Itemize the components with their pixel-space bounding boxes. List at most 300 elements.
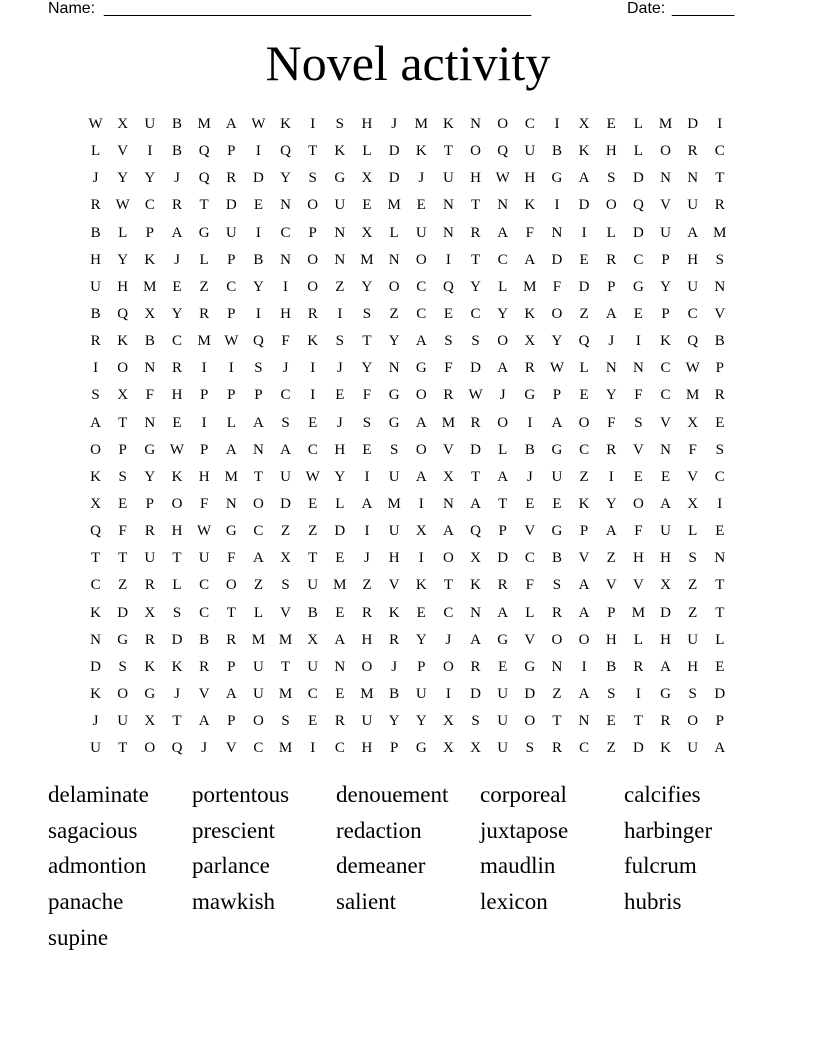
grid-letter: G (144, 686, 156, 703)
grid-letter: L (606, 224, 616, 241)
grid-letter: Q (470, 523, 481, 540)
grid-letter: B (90, 224, 101, 241)
grid-letter: R (171, 360, 182, 377)
grid-letter: C (660, 387, 671, 404)
grid-letter: B (199, 631, 210, 648)
grid-letter: S (362, 414, 372, 431)
grid-letter: E (335, 686, 345, 703)
grid-letter: V (524, 523, 536, 540)
grid-letter: Q (171, 740, 183, 757)
grid-letter: S (118, 658, 127, 675)
grid-letter: J (174, 686, 180, 703)
grid-letter: I (418, 550, 424, 567)
grid-row (82, 301, 733, 328)
grid-letter: I (608, 468, 614, 485)
grid-letter: E (335, 550, 345, 567)
grid-letter: R (606, 251, 617, 268)
grid-letter: Z (362, 577, 372, 594)
grid-letter: Y (470, 278, 481, 295)
word-bank (48, 777, 768, 955)
grid-letter: F (145, 387, 155, 404)
grid-letter: W (305, 468, 320, 485)
grid-letter: D (578, 278, 590, 295)
grid-letter: N (144, 360, 156, 377)
grid-letter: Y (497, 306, 509, 323)
page-title: Novel activity (265, 35, 551, 91)
grid-letter: X (578, 116, 590, 133)
grid-letter: P (389, 740, 399, 757)
grid-letter: P (607, 604, 616, 621)
grid-row (82, 708, 733, 735)
grid-letter: A (660, 496, 671, 513)
grid-letter: I (310, 116, 316, 133)
grid-letter: T (715, 604, 725, 621)
grid-letter: T (118, 550, 128, 567)
word-bank-row (48, 848, 768, 884)
grid-letter: M (251, 631, 266, 648)
grid-letter: F (227, 550, 236, 567)
grid-letter: N (334, 658, 346, 675)
name-field-line: ________________________________________________ (104, 0, 532, 17)
grid-letter: U (90, 740, 101, 757)
grid-letter: C (660, 360, 671, 377)
word-bank-item: corporeal (480, 781, 567, 807)
grid-letter: A (660, 658, 671, 675)
grid-letter: A (524, 251, 536, 268)
grid-letter: X (415, 523, 427, 540)
grid-letter: Y (334, 468, 346, 485)
grid-letter: J (391, 116, 398, 133)
grid-letter: V (117, 143, 129, 160)
grid-letter: C (714, 468, 725, 485)
grid-letter: N (334, 251, 346, 268)
grid-letter: S (281, 414, 290, 431)
grid-letter: U (415, 686, 427, 703)
grid-letter: T (470, 197, 481, 214)
grid-letter: P (227, 306, 236, 323)
grid-letter: N (144, 414, 156, 431)
grid-letter: M (713, 224, 727, 241)
grid-letter: K (660, 333, 671, 350)
grid-letter: E (715, 523, 725, 540)
grid-letter: C (307, 441, 318, 458)
grid-letter: E (579, 387, 589, 404)
grid-letter: D (388, 170, 400, 187)
grid-letter: S (688, 686, 697, 703)
grid-letter: D (687, 116, 699, 133)
grid-letter: B (551, 550, 562, 567)
grid-letter: Y (117, 170, 129, 187)
grid-letter: K (117, 333, 129, 350)
grid-letter: N (442, 224, 454, 241)
grid-letter: K (388, 604, 400, 621)
grid-letter: A (497, 468, 509, 485)
grid-letter: Q (578, 333, 590, 350)
grid-letter: J (418, 170, 425, 187)
grid-letter: L (172, 577, 182, 594)
grid-letter: O (551, 306, 563, 323)
grid-letter: N (90, 631, 101, 648)
grid-letter: T (118, 740, 128, 757)
grid-letter: H (632, 550, 644, 567)
grid-letter: J (174, 251, 180, 268)
grid-letter: E (715, 414, 725, 431)
grid-letter: K (280, 116, 291, 133)
grid-letter: Y (388, 333, 400, 350)
grid-letter: A (442, 523, 454, 540)
grid-letter: G (497, 631, 509, 648)
grid-letter: L (362, 143, 372, 160)
grid-letter: J (201, 740, 208, 757)
grid-letter: G (144, 441, 156, 458)
grid-letter: C (416, 306, 427, 323)
grid-letter: S (335, 333, 344, 350)
grid-letter: E (660, 468, 671, 485)
grid-letter: D (551, 251, 563, 268)
grid-letter: U (687, 740, 699, 757)
grid-letter: U (307, 658, 319, 675)
word-bank-item: lexicon (480, 888, 548, 914)
grid-letter: T (308, 550, 318, 567)
grid-row (82, 247, 733, 274)
grid-letter: I (310, 360, 316, 377)
grid-letter: Y (252, 278, 264, 295)
grid-letter: V (388, 577, 400, 594)
grid-letter: S (552, 577, 562, 594)
grid-letter: X (280, 550, 291, 567)
grid-row (82, 382, 733, 409)
grid-letter: P (145, 496, 155, 513)
grid-letter: K (524, 306, 536, 323)
grid-letter: R (633, 658, 644, 675)
grid-letter: H (171, 387, 183, 404)
word-bank-item: salient (336, 888, 397, 914)
grid-letter: N (714, 550, 726, 567)
grid-letter: I (418, 496, 424, 513)
grid-letter: R (470, 658, 481, 675)
grid-letter: I (228, 360, 234, 377)
grid-letter: A (605, 306, 617, 323)
grid-letter: V (687, 468, 699, 485)
grid-letter: R (226, 170, 237, 187)
grid-letter: A (361, 496, 373, 513)
grid-letter: M (333, 577, 347, 594)
grid-letter: H (198, 468, 210, 485)
grid-row (82, 491, 733, 518)
grid-letter: E (606, 713, 616, 730)
grid-letter: J (92, 713, 99, 730)
grid-letter: T (280, 658, 291, 675)
grid-letter: R (443, 387, 454, 404)
grid-letter: Q (117, 306, 129, 323)
grid-letter: M (197, 333, 211, 350)
word-bank-item: redaction (336, 817, 422, 843)
grid-letter: G (415, 360, 427, 377)
grid-letter: K (171, 658, 183, 675)
grid-letter: R (687, 143, 698, 160)
grid-letter: A (605, 523, 617, 540)
grid-letter: P (308, 224, 317, 241)
grid-letter: S (118, 468, 127, 485)
grid-letter: N (660, 170, 671, 187)
word-bank-item: supine (48, 924, 109, 950)
grid-letter: W (197, 523, 212, 540)
grid-letter: D (388, 143, 400, 160)
grid-letter: E (633, 468, 643, 485)
grid-letter: B (253, 251, 264, 268)
grid-letter: Y (551, 333, 563, 350)
grid-letter: H (660, 550, 671, 567)
word-bank-row (48, 777, 768, 813)
grid-letter: I (147, 143, 153, 160)
grid-letter: C (470, 306, 481, 323)
grid-letter: Q (442, 278, 454, 295)
grid-letter: L (633, 143, 643, 160)
grid-letter: K (470, 577, 481, 594)
grid-letter: O (307, 197, 319, 214)
grid-letter: A (225, 686, 237, 703)
grid-letter: O (117, 360, 129, 377)
grid-letter: C (633, 251, 644, 268)
grid-letter: P (254, 387, 263, 404)
grid-letter: W (495, 170, 510, 187)
grid-letter: K (90, 468, 101, 485)
grid-letter: A (334, 631, 346, 648)
grid-letter: O (117, 686, 129, 703)
grid-letter: G (551, 523, 563, 540)
grid-letter: N (252, 441, 264, 458)
word-bank-item: parlance (192, 853, 270, 879)
grid-letter: S (444, 333, 453, 350)
grid-letter: F (281, 333, 290, 350)
grid-letter: T (715, 577, 725, 594)
grid-letter: A (578, 170, 590, 187)
grid-letter: M (631, 604, 646, 621)
grid-letter: S (607, 170, 616, 187)
grid-letter: E (308, 713, 318, 730)
grid-letter: X (90, 496, 101, 513)
grid-letter: C (199, 577, 210, 594)
grid-letter: L (688, 523, 698, 540)
word-bank-row (48, 884, 768, 920)
grid-letter: X (361, 224, 373, 241)
grid-letter: M (523, 278, 537, 295)
word-bank-row (48, 813, 768, 849)
grid-letter: C (307, 686, 318, 703)
grid-letter: L (253, 604, 263, 621)
grid-letter: F (634, 523, 643, 540)
grid-row (82, 355, 733, 382)
grid-letter: H (117, 278, 129, 295)
grid-letter: I (283, 278, 289, 295)
grid-letter: C (524, 550, 535, 567)
grid-letter: N (280, 197, 291, 214)
grid-letter: D (524, 686, 536, 703)
grid-letter: P (417, 658, 426, 675)
grid-letter: T (443, 577, 453, 594)
grid-letter: T (470, 251, 481, 268)
grid-letter: J (336, 360, 343, 377)
grid-letter: S (281, 577, 290, 594)
grid-letter: E (335, 604, 345, 621)
grid-letter: I (201, 360, 207, 377)
grid-letter: E (498, 658, 508, 675)
grid-letter: G (198, 224, 210, 241)
name-label: Name: (48, 0, 96, 17)
grid-letter: Y (415, 713, 427, 730)
grid-letter: U (660, 224, 671, 241)
grid-letter: Z (688, 577, 698, 594)
grid-letter: G (388, 414, 400, 431)
grid-letter: O (687, 713, 699, 730)
grid-letter: Q (198, 170, 210, 187)
grid-letter: C (280, 387, 291, 404)
grid-letter: R (714, 387, 725, 404)
grid-letter: X (687, 414, 699, 431)
grid-letter: S (471, 333, 480, 350)
grid-row (82, 545, 733, 572)
grid-letter: U (144, 550, 156, 567)
grid-letter: F (362, 387, 372, 404)
grid-letter: R (144, 523, 155, 540)
grid-letter: I (554, 116, 560, 133)
grid-row (82, 437, 733, 464)
grid-row (82, 111, 733, 138)
word-bank-item: hubris (624, 888, 682, 914)
grid-letter: Y (280, 170, 291, 187)
grid-letter: M (414, 116, 428, 133)
grid-letter: K (90, 604, 101, 621)
grid-letter: T (633, 713, 643, 730)
grid-letter: S (281, 713, 290, 730)
grid-row (82, 165, 733, 192)
grid-letter: V (660, 197, 671, 214)
grid-letter: J (364, 550, 370, 567)
grid-letter: A (415, 333, 427, 350)
grid-letter: T (443, 143, 453, 160)
grid-letter: H (388, 550, 400, 567)
grid-letter: N (551, 224, 563, 241)
grid-letter: L (633, 631, 643, 648)
grid-letter: H (605, 631, 617, 648)
grid-letter: M (360, 251, 374, 268)
grid-letter: I (554, 197, 560, 214)
grid-letter: S (471, 713, 480, 730)
grid-letter: N (334, 224, 346, 241)
grid-letter: D (632, 224, 644, 241)
grid-letter: I (310, 387, 316, 404)
grid-letter: O (497, 116, 509, 133)
grid-letter: E (416, 197, 426, 214)
grid-letter: H (361, 740, 373, 757)
grid-letter: G (524, 658, 536, 675)
grid-letter: K (660, 740, 671, 757)
grid-letter: L (118, 224, 128, 241)
grid-letter: L (226, 414, 236, 431)
grid-letter: I (255, 306, 261, 323)
grid-letter: U (687, 278, 699, 295)
grid-letter: U (198, 550, 210, 567)
grid-letter: U (442, 170, 454, 187)
grid-letter: E (362, 197, 372, 214)
grid-letter: J (499, 387, 506, 404)
grid-letter: X (307, 631, 319, 648)
grid-letter: N (280, 251, 291, 268)
grid-letter: Y (415, 631, 427, 648)
header (48, 0, 748, 20)
grid-letter: R (470, 224, 481, 241)
grid-letter: D (225, 197, 237, 214)
grid-letter: X (442, 468, 454, 485)
grid-letter: Z (253, 577, 263, 594)
grid-letter: E (552, 496, 562, 513)
grid-letter: D (714, 686, 726, 703)
grid-letter: O (361, 658, 373, 675)
grid-letter: H (605, 143, 617, 160)
grid-letter: C (687, 306, 698, 323)
grid-letter: V (524, 631, 536, 648)
grid-letter: O (252, 713, 264, 730)
grid-letter: D (117, 604, 129, 621)
grid-letter: Q (497, 143, 509, 160)
grid-letter: O (551, 631, 563, 648)
grid-row (82, 518, 733, 545)
letter-grid (82, 111, 733, 762)
grid-letter: U (252, 686, 264, 703)
grid-letter: L (633, 116, 643, 133)
grid-letter: C (524, 116, 535, 133)
grid-letter: A (198, 713, 210, 730)
grid-letter: U (144, 116, 156, 133)
grid-letter: K (442, 116, 454, 133)
grid-letter: W (88, 116, 103, 133)
grid-letter: K (578, 496, 590, 513)
grid-letter: X (442, 713, 454, 730)
grid-letter: O (388, 278, 400, 295)
grid-letter: I (717, 116, 723, 133)
grid-letter: N (442, 496, 454, 513)
grid-letter: J (526, 468, 533, 485)
grid-letter: C (171, 333, 182, 350)
grid-letter: P (715, 360, 724, 377)
grid-letter: E (416, 604, 426, 621)
grid-letter: R (714, 197, 725, 214)
grid-letter: S (254, 360, 263, 377)
grid-letter: L (199, 251, 209, 268)
grid-letter: S (335, 116, 344, 133)
grid-letter: M (278, 740, 293, 757)
grid-letter: G (415, 740, 427, 757)
grid-letter: X (470, 550, 481, 567)
date-field-line: _______ (672, 0, 735, 17)
grid-letter: O (415, 251, 427, 268)
grid-letter: M (278, 631, 293, 648)
grid-letter: Q (252, 333, 264, 350)
grid-letter: M (658, 116, 673, 133)
grid-letter: M (197, 116, 211, 133)
grid-letter: E (118, 496, 128, 513)
grid-letter: R (144, 577, 155, 594)
grid-letter: B (389, 686, 400, 703)
grid-letter: B (551, 143, 562, 160)
grid-letter: I (364, 468, 370, 485)
word-bank-item: fulcrum (624, 853, 697, 879)
grid-letter: R (334, 713, 345, 730)
grid-letter: A (578, 686, 590, 703)
grid-letter: I (255, 224, 261, 241)
grid-letter: Z (579, 468, 589, 485)
grid-letter: N (632, 360, 644, 377)
